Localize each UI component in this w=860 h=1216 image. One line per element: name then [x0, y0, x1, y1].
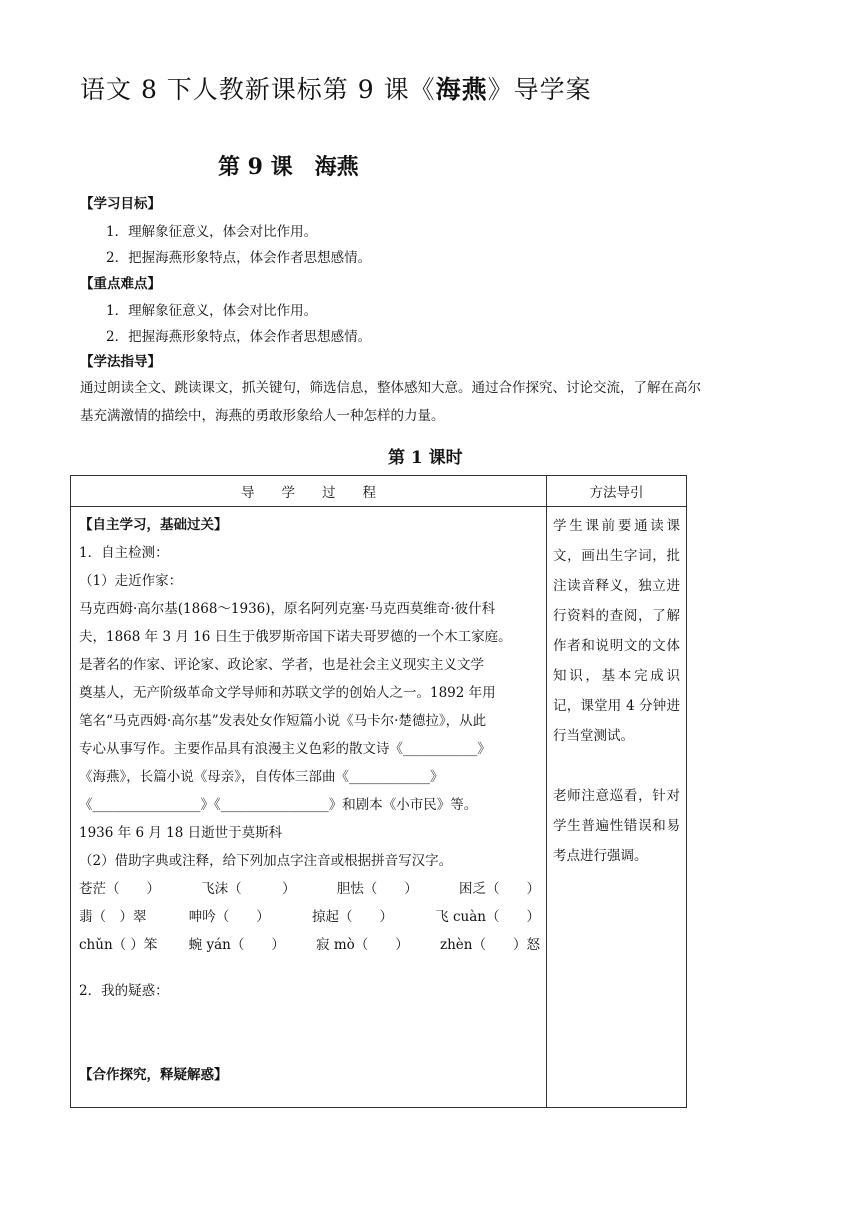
pinyin-item: 掠起（ ） [311, 909, 393, 925]
method-guide-gap [553, 751, 680, 781]
pinyin-item: 飞沫（ ） [201, 881, 296, 897]
method-guide-cell [547, 507, 687, 1108]
sub-pinyin-instruction: （2）借助字典或注释，给下列加点字注音或根据拼音写汉字。 [79, 853, 453, 869]
bio-line: 夫，1868 年 3 月 16 日生于俄罗斯帝国下诺夫哥罗德的一个木工家庭。 [79, 629, 512, 645]
document-title-suffix: 》导学案 [487, 75, 592, 104]
document-title [80, 70, 592, 106]
method-heading: 【学法指导】 [80, 354, 161, 370]
pinyin-item: 翡（ ）翠 [79, 909, 147, 925]
item-my-questions: 2．我的疑惑： [79, 983, 169, 999]
bio-line: 是著名的作家、评论家、政论家、学者，也是社会主义现实主义文学 [79, 657, 484, 673]
method-line-1: 通过朗读全文、跳读课文，抓关键句，筛选信息，整体感知大意。通过合作探究、讨论交流，了解在高尔 [80, 380, 701, 396]
item-self-check: 1．自主检测： [79, 545, 169, 561]
questions-blank-space [79, 1005, 540, 1061]
pinyin-item: chǔn（ ）笨 [79, 937, 158, 953]
table-header-row [71, 476, 687, 507]
key-point-item-2: 2．把握海燕形象特点，体会作者思想感情。 [106, 329, 372, 345]
bio-line: 《________________》《________________》和剧本《小市民》等。 [79, 797, 478, 813]
pinyin-row-3 [79, 931, 540, 959]
pinyin-item: zhèn（ ）怒 [440, 937, 540, 953]
method-line-2: 基充满激情的描绘中，海燕的勇敢形象给人一种怎样的力量。 [80, 408, 445, 424]
pinyin-item: 蜿 yán（ ） [188, 937, 285, 953]
period-heading: 第 1 课时 [388, 448, 463, 468]
table-body-row [71, 507, 687, 1108]
pinyin-row-1 [79, 875, 540, 903]
col-header-process: 导 学 过 程 [71, 476, 547, 507]
pinyin-row-2 [79, 903, 540, 931]
bio-line: 马克西姆·高尔基(1868～1936)，原名阿列克塞·马克西莫维奇·彼什科 [79, 601, 496, 617]
document-title-highlight: 海燕 [435, 75, 488, 104]
bio-line: 笔名“马克西姆·高尔基”发表处女作短篇小说《马卡尔·楚德拉》，从此 [79, 713, 487, 729]
process-cell [71, 507, 547, 1108]
key-points-heading: 【重点难点】 [80, 276, 161, 292]
lesson-heading: 第 9 课 海燕 [218, 154, 359, 180]
pinyin-item: 困乏（ ） [458, 881, 540, 897]
pinyin-item: 苍茫（ ） [79, 881, 160, 897]
method-paragraph [80, 374, 788, 430]
goals-heading: 【学习目标】 [80, 196, 161, 212]
pinyin-item: 飞 cuàn（ ） [435, 909, 540, 925]
pinyin-item: 寂 mò（ ） [316, 937, 409, 953]
col-header-method: 方法导引 [547, 476, 687, 507]
guide-table [70, 475, 687, 1108]
bio-line: 1936 年 6 月 18 日逝世于莫斯科 [79, 825, 283, 841]
key-point-item-1: 1．理解象征意义，体会对比作用。 [106, 303, 318, 319]
bio-line: 专心从事写作。主要作品具有浪漫主义色彩的散文诗《___________》 [79, 741, 491, 757]
bio-line: 奠基人，无产阶级革命文学导师和苏联文学的创始人之一。1892 年用 [79, 685, 496, 701]
goal-item-1: 1．理解象征意义，体会对比作用。 [106, 224, 318, 240]
section-self-study: 【自主学习，基础过关】 [79, 517, 228, 533]
goal-item-2: 2．把握海燕形象特点，体会作者思想感情。 [106, 250, 372, 266]
sub-author: （1）走近作家： [79, 573, 183, 589]
bio-line: 《海燕》，长篇小说《母亲》，自传体三部曲《____________》 [79, 769, 444, 785]
document-title-prefix: 语文 8 下人教新课标第 9 课《 [80, 75, 436, 104]
method-guide-text-2: 老师注意巡看，针对学生普遍性错误和易考点进行强调。 [553, 788, 680, 864]
method-guide-text-1: 学生课前要通读课文，画出生字词，批注读音释义，独立进行资料的查阅，了解作者和说明文的文体知识，基本完成识记，课堂用 4 分钟进行当堂测试。 [553, 518, 680, 744]
pinyin-item: 胆怯（ ） [336, 881, 418, 897]
section-cooperative: 【合作探究，释疑解惑】 [79, 1067, 228, 1083]
pinyin-item: 呻吟（ ） [188, 909, 270, 925]
